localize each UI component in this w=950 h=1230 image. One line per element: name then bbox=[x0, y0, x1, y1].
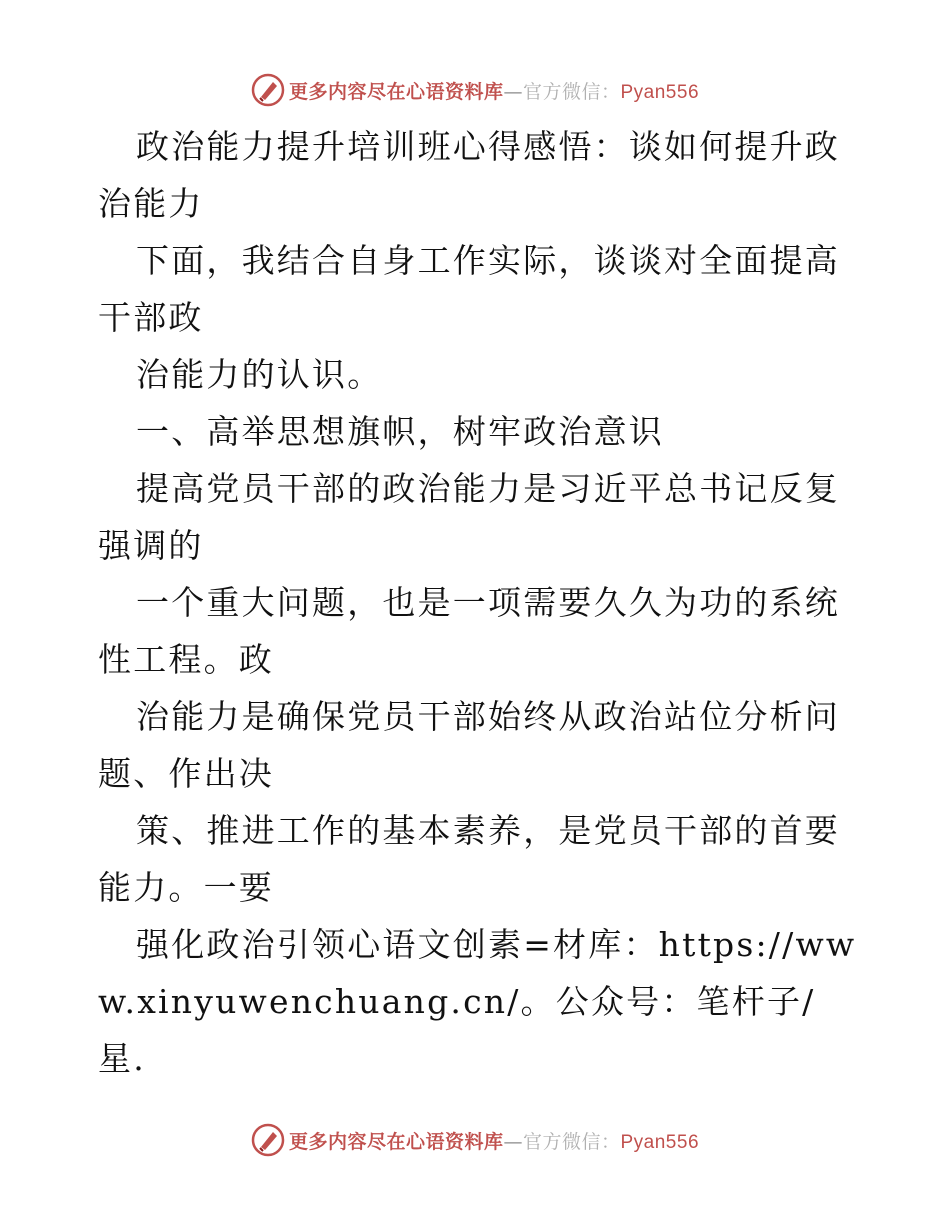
body-paragraph: 提高党员干部的政治能力是习近平总书记反复强调的 bbox=[98, 469, 840, 565]
body-paragraph: 治能力的认识。 bbox=[136, 355, 383, 394]
section-heading: 一、高举思想旗帜，树牢政治意识 bbox=[136, 412, 664, 451]
banner-site-name: 更多内容尽在心语资料库 bbox=[288, 1130, 504, 1153]
body-paragraph: 治能力是确保党员干部始终从政治站位分析问题、作出决 bbox=[98, 697, 840, 793]
banner-separator: — bbox=[503, 80, 523, 103]
body-paragraph: 策、推进工作的基本素养，是党员干部的首要能力。一要 bbox=[98, 811, 840, 907]
banner-wechat-label: 官方微信： bbox=[522, 80, 621, 103]
pen-seal-logo-icon bbox=[251, 73, 285, 107]
pen-seal-logo-icon bbox=[251, 1123, 285, 1157]
banner-separator: — bbox=[503, 1130, 523, 1153]
banner-text bbox=[289, 1127, 699, 1154]
banner-wechat-id: Pyan556 bbox=[620, 81, 700, 103]
header-watermark-banner bbox=[0, 70, 950, 110]
banner-site-name: 更多内容尽在心语资料库 bbox=[288, 80, 504, 103]
document-body bbox=[98, 118, 858, 1087]
document-title-paragraph: 政治能力提升培训班心得感悟：谈如何提升政治能力 bbox=[98, 127, 840, 223]
banner-text bbox=[289, 77, 699, 104]
body-paragraph: 下面，我结合自身工作实际，谈谈对全面提高干部政 bbox=[98, 241, 840, 337]
banner-wechat-id: Pyan556 bbox=[620, 1131, 700, 1153]
banner-wechat-label: 官方微信： bbox=[522, 1130, 621, 1153]
footer-watermark-banner bbox=[0, 1120, 950, 1160]
body-paragraph-with-link: 强化政治引领心语文创素=材库：https://www.xinyuwenchuang.cn/。公众号：笔杆子/星. bbox=[98, 925, 857, 1078]
body-paragraph: 一个重大问题，也是一项需要久久为功的系统性工程。政 bbox=[98, 583, 840, 679]
